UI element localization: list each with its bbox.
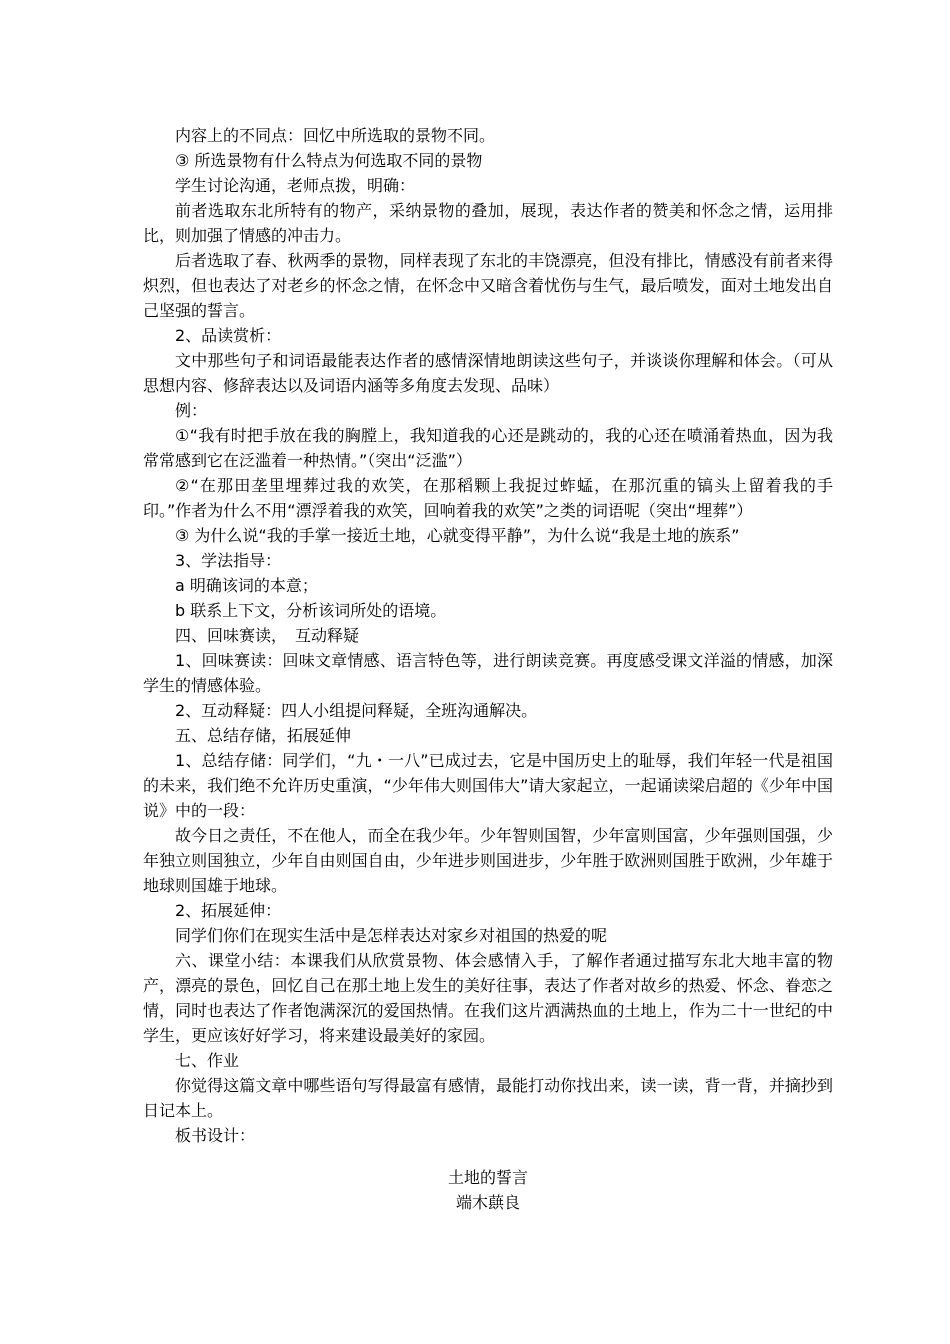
paragraph: 同学们你们在现实生活中是怎样表达对家乡对祖国的热爱的呢 [175,926,608,945]
paragraph: ①“我有时把手放在我的胸膛上，我知道我的心还是跳动的，我的心还在喷涌着热血，因为我常常感到它在泛滥着一种热情。”（突出“泛滥”） [143,426,833,470]
paragraph: 1、总结存储：同学们，“九・一八”已成过去，它是中国历史上的耻辱，我们年轻一代是祖国的未来，我们绝不允许历史重演，“少年伟大则国伟大”请大家起立，一起诵读梁启超的《少年中国说》中的一段： [143,751,833,820]
document-body [143,123,833,1215]
board-author: 端木蕻良 [455,1193,520,1212]
paragraph: b 联系上下文，分析该词所处的语境。 [175,601,447,620]
paragraph: ③ 所选景物有什么特点为何选取不同的景物 [175,151,483,170]
paragraph: 六、课堂小结：本课我们从欣赏景物、体会感情入手，了解作者通过描写东北大地丰富的物产，漂亮的景色，回忆自己在那土地上发生的美好往事，表达了作者对故乡的热爱、怀念、眷恋之情，同时也表达了作者饱满深沉的爱国热情。在我们这片洒满热血的土地上，作为二十一世纪的中学生，更应该好好学习，将来建设最美好的家园。 [143,951,833,1045]
paragraph: 例： [175,401,208,420]
paragraph: 2、互动释疑：四人小组提问释疑，全班沟通解决。 [175,701,538,720]
paragraph-list [143,123,833,1148]
paragraph: 后者选取了春、秋两季的景物，同样表现了东北的丰饶漂亮，但没有排比，情感没有前者来得炽烈，但也表达了对老乡的怀念之情，在怀念中又暗含着忧伤与生气，最后喷发，面对土地发出自己坚强的誓言。 [143,251,833,320]
paragraph: a 明确该词的本意； [175,576,318,595]
paragraph: 2、品读赏析： [175,326,282,345]
paragraph: 1、回味赛读：回味文章情感、语言特色等，进行朗读竞赛。再度感受课文洋溢的情感，加深学生的情感体验。 [143,651,833,695]
board-design [143,1165,833,1215]
paragraph: 七、作业 [175,1051,240,1070]
paragraph: 2、拓展延伸： [175,901,282,920]
paragraph: 前者选取东北所特有的物产，采纳景物的叠加，展现，表达作者的赞美和怀念之情，运用排比，则加强了情感的冲击力。 [143,201,833,245]
paragraph: 板书设计： [175,1126,256,1145]
paragraph: 故今日之责任，不在他人，而全在我少年。少年智则国智，少年富则国富，少年强则国强，少年独立则国独立，少年自由则国自由，少年进步则国进步，少年胜于欧洲则国胜于欧洲，少年雄于地球则国雄于地球。 [143,826,833,895]
paragraph: 五、总结存储，拓展延伸 [175,726,352,745]
paragraph: 3、学法指导： [175,551,282,570]
paragraph: ②“在那田垄里埋葬过我的欢笑，在那稻颗上我捉过蚱蜢，在那沉重的镐头上留着我的手印。”作者为什么不用“漂浮着我的欢笑，回响着我的欢笑”之类的词语呢（突出“埋葬”） [143,476,833,520]
paragraph: 四、回味赛读， 互动释疑 [175,626,360,645]
board-title: 土地的誓言 [447,1168,528,1187]
paragraph: 文中那些句子和词语最能表达作者的感情深情地朗读这些句子，并谈谈你理解和体会。（可从思想内容、修辞表达以及词语内涵等多角度去发现、品味） [143,351,833,395]
paragraph: 学生讨论沟通，老师点拨，明确： [175,176,416,195]
paragraph: ③ 为什么说“我的手掌一接近土地，心就变得平静”，为什么说“我是土地的族系” [175,526,740,545]
paragraph: 内容上的不同点：回忆中所选取的景物不同。 [175,126,496,145]
paragraph: 你觉得这篇文章中哪些语句写得最富有感情，最能打动你找出来，读一读，背一背，并摘抄到日记本上。 [143,1076,833,1120]
